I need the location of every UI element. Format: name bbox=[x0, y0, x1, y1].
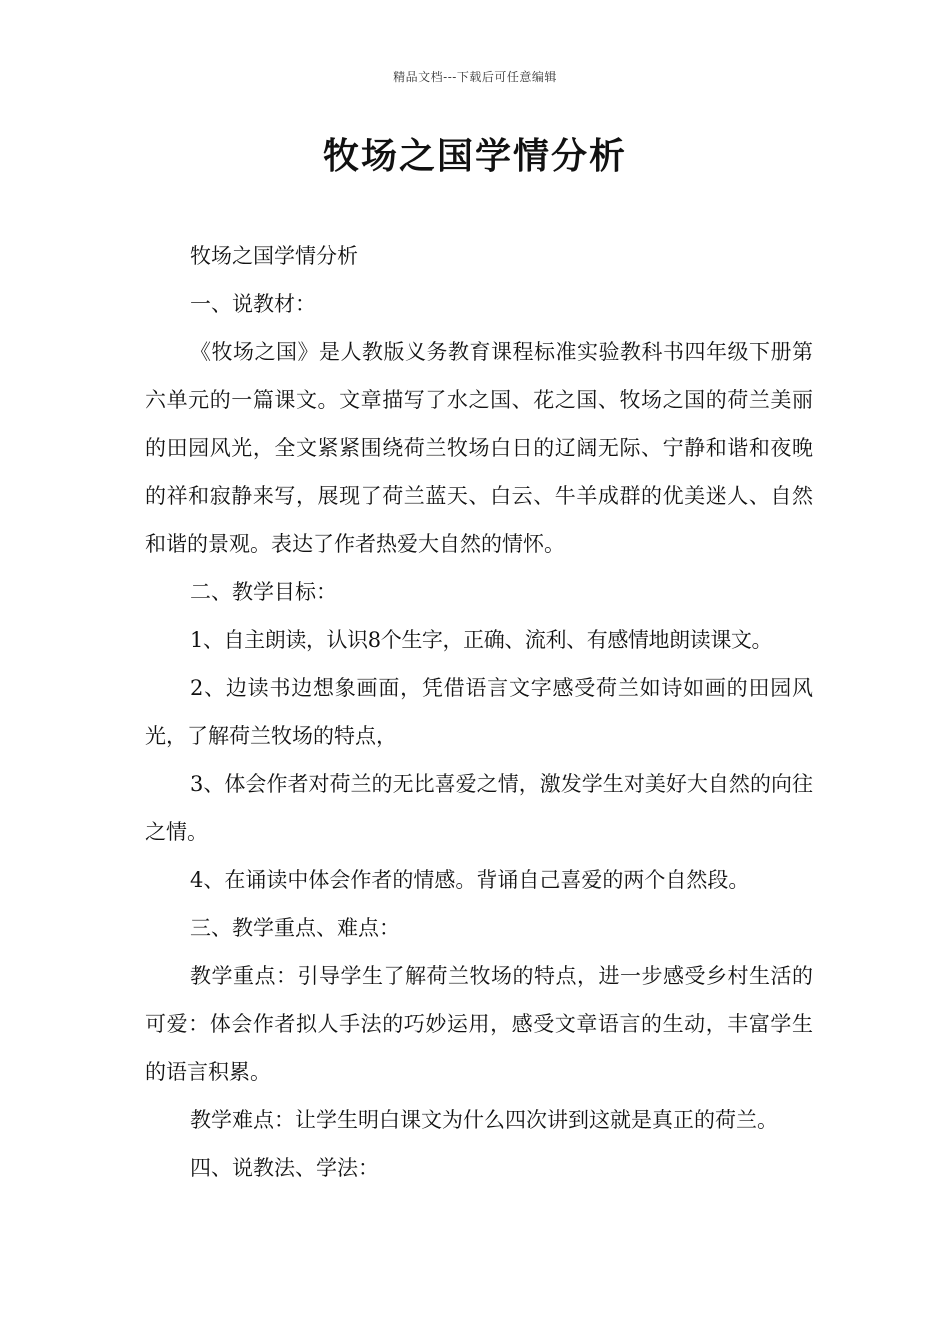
body-paragraph: 《牧场之国》是人教版义务教育课程标准实验教科书四年级下册第六单元的一篇课文。文章描写了水之国、花之国、牧场之国的荷兰美丽的田园风光，全文紧紧围绕荷兰牧场白日的辽阔无际、宁静和谐和夜晚的祥和寂静来写，展现了荷兰蓝天、白云、牛羊成群的优美迷人、自然和谐的景观。表达了作者热爱大自然的情怀。 bbox=[145, 340, 813, 556]
list-item: 1、自主朗读，认识8个生字，正确、流利、有感情地朗读课文。 bbox=[190, 628, 773, 652]
header-note: 精品文档---下载后可任意编辑 bbox=[393, 70, 557, 84]
body-paragraph: 牧场之国学情分析 bbox=[190, 244, 358, 268]
body-paragraph: 教学难点：让学生明白课文为什么四次讲到这就是真正的荷兰。 bbox=[190, 1108, 778, 1132]
document-body bbox=[145, 232, 813, 1192]
section-heading: 四、说教法、学法： bbox=[190, 1156, 379, 1180]
body-paragraph: 教学重点：引导学生了解荷兰牧场的特点，进一步感受乡村生活的可爱：体会作者拟人手法的巧妙运用，感受文章语言的生动，丰富学生的语言积累。 bbox=[145, 964, 813, 1084]
list-item: 3、体会作者对荷兰的无比喜爱之情，激发学生对美好大自然的向往之情。 bbox=[145, 772, 813, 844]
list-item: 2、边读书边想象画面，凭借语言文字感受荷兰如诗如画的田园风光，了解荷兰牧场的特点， bbox=[145, 676, 813, 748]
section-heading: 一、说教材： bbox=[190, 292, 316, 316]
list-item: 4、在诵读中体会作者的情感。背诵自己喜爱的两个自然段。 bbox=[190, 868, 750, 892]
section-heading: 三、教学重点、难点： bbox=[190, 916, 400, 940]
document-title: 牧场之国学情分析 bbox=[322, 135, 627, 177]
section-heading: 二、教学目标： bbox=[190, 580, 337, 604]
